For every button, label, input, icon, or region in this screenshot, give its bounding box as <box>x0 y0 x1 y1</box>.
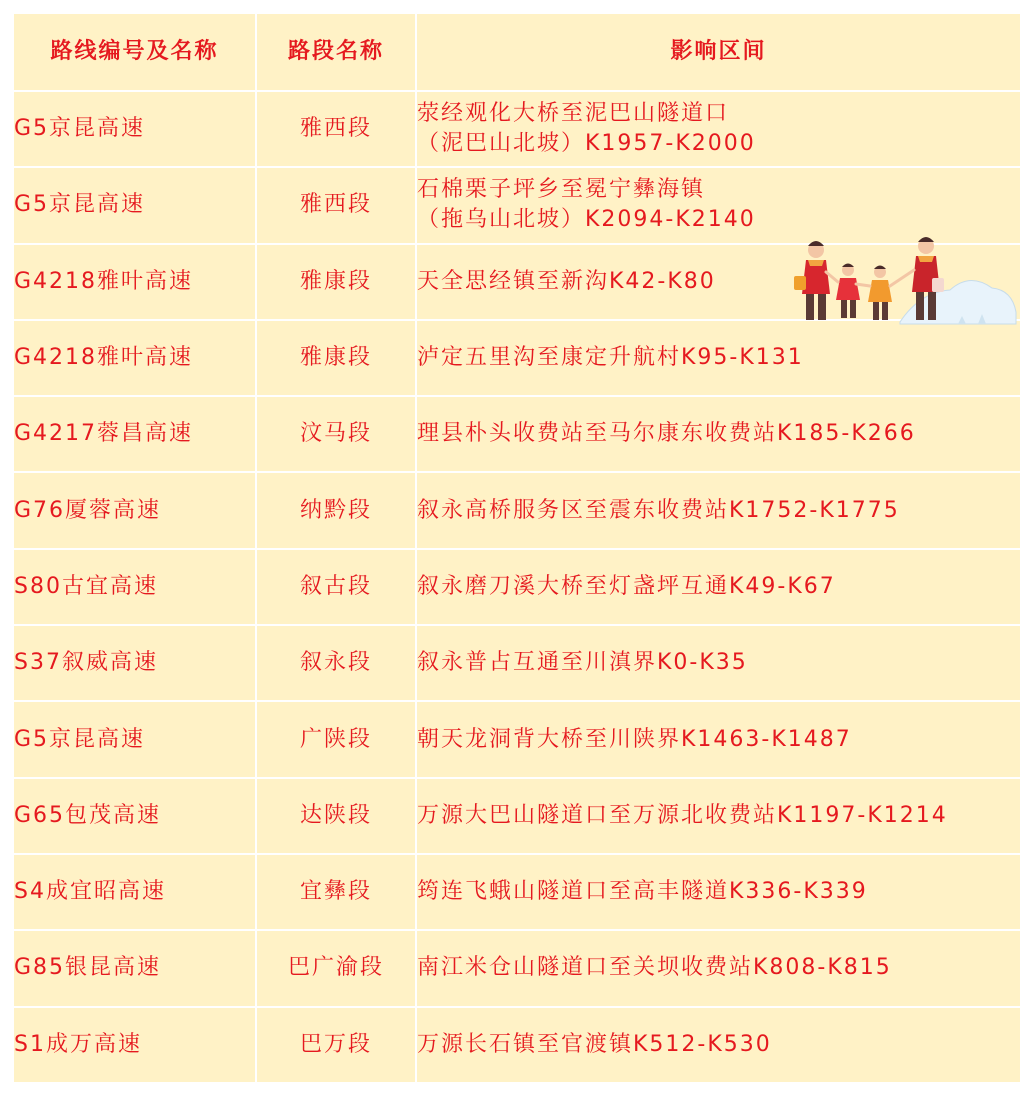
header-route: 路线编号及名称 <box>13 13 256 91</box>
route-cell: G65包茂高速 <box>13 778 256 854</box>
section-cell: 纳黔段 <box>256 472 416 548</box>
table-row <box>13 778 1021 854</box>
range-cell <box>416 854 1021 930</box>
header-range: 影响区间 <box>416 13 1021 91</box>
section-cell: 叙永段 <box>256 625 416 701</box>
section-cell: 达陕段 <box>256 778 416 854</box>
route-cell: G76厦蓉高速 <box>13 472 256 548</box>
range-line: 理县朴头收费站至马尔康东收费站K185-K266 <box>417 421 916 447</box>
range-line: 泸定五里沟至康定升航村K95-K131 <box>417 345 804 371</box>
section-cell: 巴广渝段 <box>256 930 416 1006</box>
table-row <box>13 396 1021 472</box>
range-cell <box>416 549 1021 625</box>
section-cell: 广陕段 <box>256 701 416 777</box>
road-impact-table-container <box>12 12 1022 1084</box>
range-cell <box>416 472 1021 548</box>
range-line: 筠连飞蛾山隧道口至高丰隧道K336-K339 <box>417 879 868 905</box>
section-cell: 雅康段 <box>256 320 416 396</box>
range-cell <box>416 701 1021 777</box>
route-cell: G5京昆高速 <box>13 167 256 243</box>
table-row <box>13 91 1021 167</box>
range-cell <box>416 930 1021 1006</box>
range-cell <box>416 778 1021 854</box>
section-cell: 叙古段 <box>256 549 416 625</box>
route-cell: G4218雅叶高速 <box>13 244 256 320</box>
range-line: （泥巴山北坡）K1957-K2000 <box>417 131 756 157</box>
table-row <box>13 701 1021 777</box>
section-cell: 汶马段 <box>256 396 416 472</box>
road-impact-table <box>12 12 1022 1084</box>
range-line: 叙永高桥服务区至震东收费站K1752-K1775 <box>417 497 900 523</box>
section-cell: 雅西段 <box>256 91 416 167</box>
family-walking-in-snow-illustration-icon <box>780 232 1020 332</box>
section-cell: 雅西段 <box>256 167 416 243</box>
route-cell: S37叙威高速 <box>13 625 256 701</box>
range-cell <box>416 1007 1021 1083</box>
range-line: 荥经观化大桥至泥巴山隧道口 <box>417 101 730 127</box>
section-cell: 巴万段 <box>256 1007 416 1083</box>
route-cell: S4成宜昭高速 <box>13 854 256 930</box>
section-cell: 雅康段 <box>256 244 416 320</box>
table-header-row <box>13 13 1021 91</box>
table-row <box>13 930 1021 1006</box>
route-cell: G5京昆高速 <box>13 91 256 167</box>
range-cell <box>416 625 1021 701</box>
table-row <box>13 472 1021 548</box>
table-row <box>13 625 1021 701</box>
range-line: 石棉栗子坪乡至冕宁彝海镇 <box>417 177 706 203</box>
range-line: （拖乌山北坡）K2094-K2140 <box>417 207 756 233</box>
range-line: 朝天龙洞背大桥至川陕界K1463-K1487 <box>417 726 852 752</box>
table-row <box>13 1007 1021 1083</box>
route-cell: S1成万高速 <box>13 1007 256 1083</box>
range-cell <box>416 91 1021 167</box>
route-cell: G4218雅叶高速 <box>13 320 256 396</box>
range-line: 万源长石镇至官渡镇K512-K530 <box>417 1031 772 1057</box>
range-cell <box>416 396 1021 472</box>
range-line: 南江米仓山隧道口至关坝收费站K808-K815 <box>417 955 892 981</box>
route-cell: G85银昆高速 <box>13 930 256 1006</box>
table-row <box>13 854 1021 930</box>
route-cell: G4217蓉昌高速 <box>13 396 256 472</box>
route-cell: S80古宜高速 <box>13 549 256 625</box>
table-row <box>13 549 1021 625</box>
section-cell: 宜彝段 <box>256 854 416 930</box>
range-line: 天全思经镇至新沟K42-K80 <box>417 268 716 294</box>
range-line: 叙永普占互通至川滇界K0-K35 <box>417 650 748 676</box>
header-section: 路段名称 <box>256 13 416 91</box>
range-line: 万源大巴山隧道口至万源北收费站K1197-K1214 <box>417 802 948 828</box>
route-cell: G5京昆高速 <box>13 701 256 777</box>
range-line: 叙永磨刀溪大桥至灯盏坪互通K49-K67 <box>417 573 836 599</box>
